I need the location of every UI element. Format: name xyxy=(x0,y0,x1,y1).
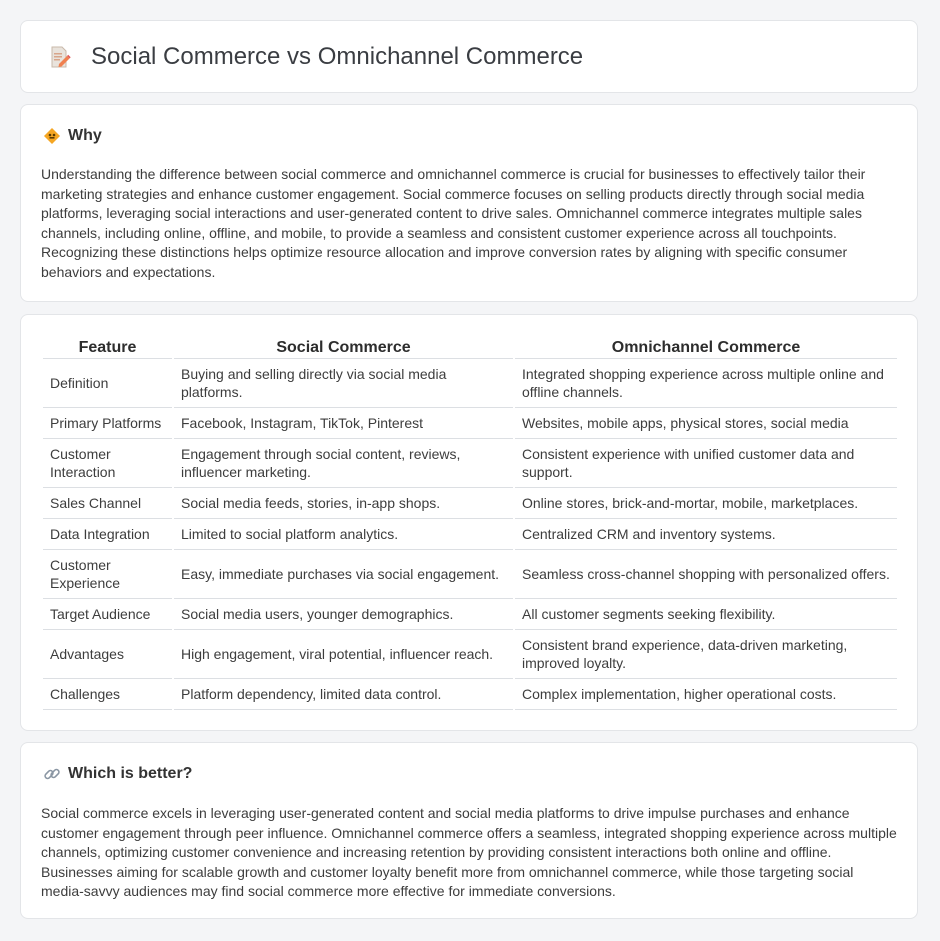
feature-cell: Sales Channel xyxy=(43,488,172,519)
social-cell: Social media feeds, stories, in-app shops. xyxy=(174,488,513,519)
social-cell: Easy, immediate purchases via social engagement. xyxy=(174,550,513,599)
feature-cell: Customer Experience xyxy=(43,550,172,599)
omnichannel-cell: Websites, mobile apps, physical stores, social media xyxy=(515,408,897,439)
table-row xyxy=(43,359,897,408)
table-row xyxy=(43,488,897,519)
omnichannel-cell: Integrated shopping experience across multiple online and offline channels. xyxy=(515,359,897,408)
comparison-card xyxy=(20,314,918,731)
omnichannel-cell: Complex implementation, higher operational costs. xyxy=(515,679,897,710)
social-cell: High engagement, viral potential, influencer reach. xyxy=(174,630,513,679)
table-header-row xyxy=(43,337,897,359)
why-card xyxy=(20,104,918,302)
table-row xyxy=(43,519,897,550)
social-cell: Facebook, Instagram, TikTok, Pinterest xyxy=(174,408,513,439)
feature-cell: Challenges xyxy=(43,679,172,710)
social-cell: Social media users, younger demographics. xyxy=(174,599,513,630)
feature-cell: Advantages xyxy=(43,630,172,679)
omnichannel-cell: All customer segments seeking flexibility. xyxy=(515,599,897,630)
link-icon xyxy=(43,765,61,783)
document-pencil-icon xyxy=(47,45,71,69)
social-cell: Engagement through social content, reviews, influencer marketing. xyxy=(174,439,513,488)
table-row xyxy=(43,550,897,599)
feature-cell: Target Audience xyxy=(43,599,172,630)
omnichannel-cell: Consistent experience with unified customer data and support. xyxy=(515,439,897,488)
page-title: Social Commerce vs Omnichannel Commerce xyxy=(91,42,584,70)
table-row xyxy=(43,630,897,679)
feature-cell: Primary Platforms xyxy=(43,408,172,439)
table-row xyxy=(43,439,897,488)
table-row xyxy=(43,599,897,630)
feature-cell: Customer Interaction xyxy=(43,439,172,488)
header-omnichannel-commerce: Omnichannel Commerce xyxy=(515,337,897,359)
table-row xyxy=(43,679,897,710)
header-feature: Feature xyxy=(43,337,172,359)
why-heading: Why xyxy=(68,127,102,144)
comparison-table xyxy=(41,337,899,710)
social-cell: Platform dependency, limited data control. xyxy=(174,679,513,710)
omnichannel-cell: Online stores, brick-and-mortar, mobile, marketplaces. xyxy=(515,488,897,519)
feature-cell: Definition xyxy=(43,359,172,408)
omnichannel-cell: Seamless cross-channel shopping with personalized offers. xyxy=(515,550,897,599)
header-social-commerce: Social Commerce xyxy=(174,337,513,359)
social-cell: Limited to social platform analytics. xyxy=(174,519,513,550)
which-is-better-heading: Which is better? xyxy=(68,765,193,782)
diamond-sign-icon xyxy=(43,127,61,145)
omnichannel-cell: Consistent brand experience, data-driven marketing, improved loyalty. xyxy=(515,630,897,679)
social-cell: Buying and selling directly via social media platforms. xyxy=(174,359,513,408)
why-text: Understanding the difference between social commerce and omnichannel commerce is crucial for businesses to effectively tailor their marketing strategies and enhance customer engagement. Social commerce focuses on selling products directly through social media platforms, leveraging social interactions and user-generated content to drive sales. Omnichannel commerce integrates multiple sales channels, including online, offline, and mobile, to provide a seamless and consistent customer experience across all touchpoints. Recognizing these distinctions helps optimize resource allocation and improve conversion rates by aligning with specific consumer behaviors and expectations. xyxy=(41,166,866,280)
which-is-better-text: Social commerce excels in leveraging user-generated content and social media platforms to drive impulse purchases and enhance customer engagement through peer influence. Omnichannel commerce offers a seamless, integrated shopping experience across multiple channels, optimizing customer convenience and increasing retention by providing consistent interactions both online and offline. Businesses aiming for scalable growth and customer loyalty benefit more from omnichannel commerce, while those targeting social media-savvy audiences may find social commerce more effective for immediate conversions. xyxy=(41,805,897,899)
omnichannel-cell: Centralized CRM and inventory systems. xyxy=(515,519,897,550)
which-is-better-card xyxy=(20,742,918,919)
table-row xyxy=(43,408,897,439)
title-card xyxy=(20,20,918,93)
feature-cell: Data Integration xyxy=(43,519,172,550)
